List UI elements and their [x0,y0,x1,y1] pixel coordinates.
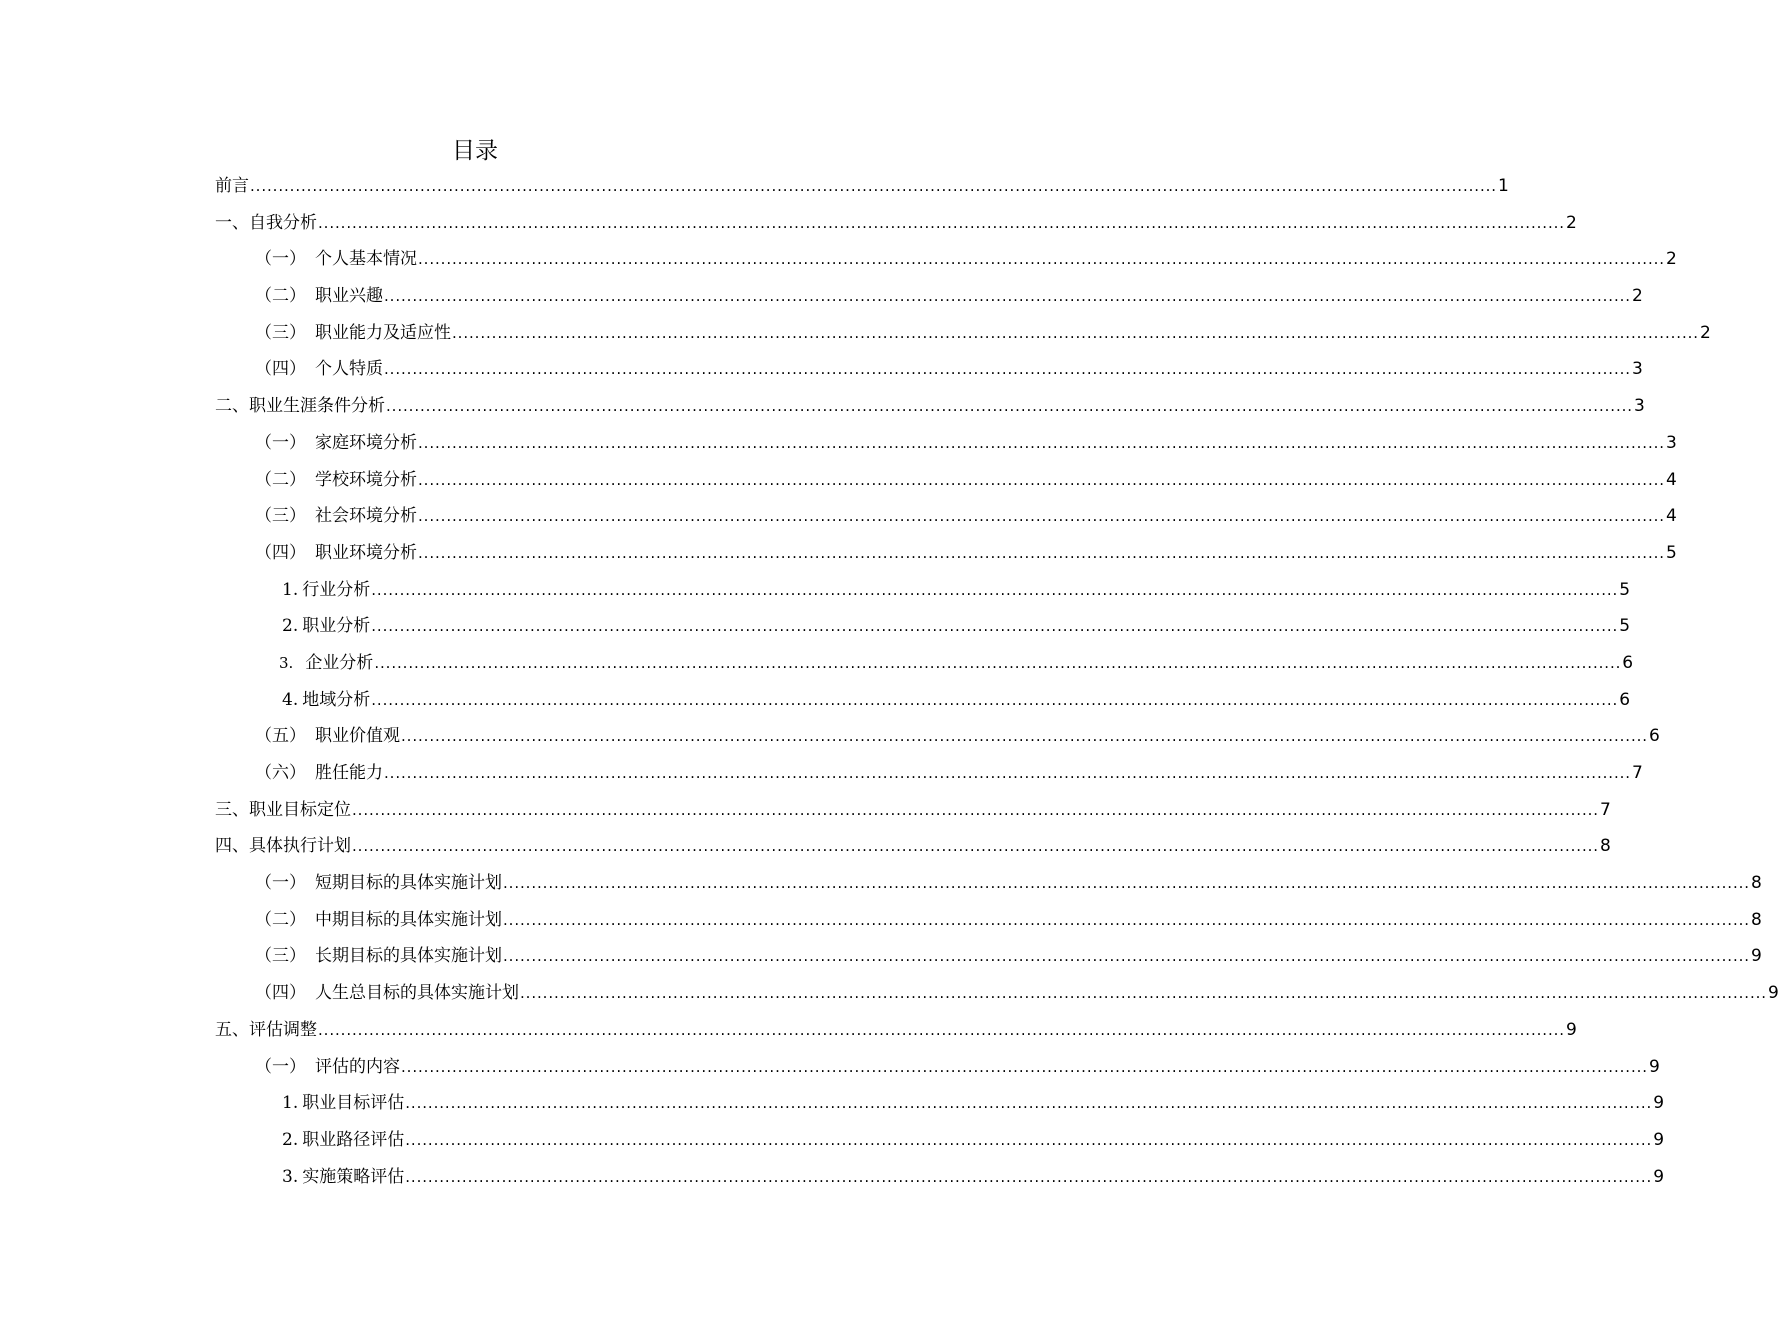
toc-entry-number: 1. [282,579,299,600]
toc-entry[interactable] [215,1085,1665,1122]
toc-entry-number: 3. [279,653,294,672]
toc-entry-number: （一） [255,432,306,453]
toc-entry-page-number: 2 [1631,286,1643,307]
toc-entry-label: 中期目标的具体实施计划 [315,909,502,930]
toc-entry-label: 胜任能力 [315,763,383,783]
toc-entry-label: 前言 [215,176,249,196]
toc-entry-page-number: 9 [1565,1019,1577,1040]
toc-entry-number: （一） [255,1056,306,1077]
toc-entry-page-number: 6 [1619,689,1631,710]
toc-dot-leader: ............................................................................................................................................................................................................................ [250,177,1497,195]
toc-dot-leader: ............................................................................................................................................................................................................................ [452,323,1699,342]
toc-entry[interactable] [215,828,1611,865]
toc-dot-leader: ............................................................................................................................................................................................................................ [374,653,1622,672]
toc-entry-label: 家庭环境分析 [315,432,417,453]
toc-dot-leader: ............................................................................................................................................................................................................................ [418,543,1665,562]
toc-entry-page-number: 2 [1565,212,1577,233]
toc-entry-number: （三） [255,946,306,967]
toc-entry-number: （二） [255,286,306,307]
toc-entry-number: （四） [255,983,306,1004]
toc-entry-page-number: 2 [1699,322,1711,343]
toc-entry-number: （二） [255,909,306,930]
toc-entry[interactable] [215,498,1677,535]
toc-entry-page-number: 9 [1653,1166,1665,1187]
toc-entry-page-number: 8 [1750,873,1762,894]
toc-entry-page-number: 1 [1497,176,1509,196]
toc-entry-page-number: 4 [1665,469,1677,490]
toc-dot-leader: ............................................................................................................................................................................................................................ [401,727,1648,746]
toc-entry-label: 一、自我分析 [215,212,317,233]
toc-entry-page-number: 9 [1653,1093,1665,1114]
toc-dot-leader: ............................................................................................................................................................................................................................ [418,507,1665,526]
toc-entry-label: 个人基本情况 [315,249,417,270]
toc-entry[interactable] [215,462,1677,499]
toc-dot-leader: ............................................................................................................................................................................................................................ [318,1020,1565,1039]
toc-entry[interactable] [215,975,1779,1012]
toc-entry-page-number: 5 [1665,542,1677,563]
toc-entry[interactable] [215,902,1762,939]
toc-entry-number: （四） [255,359,306,380]
toc-entry[interactable] [215,938,1762,975]
toc-entry-label: 人生总目标的具体实施计划 [315,983,519,1004]
toc-entry-page-number: 6 [1622,652,1634,673]
toc-entry-number: （五） [255,726,306,747]
toc-entry-number: （三） [255,506,306,527]
toc-dot-leader: ............................................................................................................................................................................................................................ [352,837,1599,856]
toc-entry-number: （一） [255,873,306,894]
toc-entry-page-number: 8 [1599,836,1611,857]
toc-dot-leader: ............................................................................................................................................................................................................................ [318,213,1565,232]
toc-entry[interactable] [215,241,1677,278]
toc-entry-label: 短期目标的具体实施计划 [315,873,502,894]
toc-dot-leader: ............................................................................................................................................................................................................................ [520,984,1767,1003]
toc-dot-leader: ............................................................................................................................................................................................................................ [503,874,1750,893]
toc-entry-number: （三） [255,322,306,343]
toc-entry-number: （四） [255,542,306,563]
toc-entry-number: （一） [255,249,306,270]
toc-entry-page-number: 7 [1599,799,1611,820]
toc-dot-leader: ............................................................................................................................................................................................................................ [384,764,1631,782]
toc-entry[interactable] [215,388,1645,425]
toc-entry-label: 职业兴趣 [315,286,383,307]
toc-entry[interactable] [215,572,1631,609]
toc-entry-number: 2. [282,1129,299,1150]
toc-entry[interactable] [215,315,1711,352]
toc-entry-page-number: 9 [1767,983,1779,1004]
toc-dot-leader: ............................................................................................................................................................................................................................ [371,580,1619,599]
toc-entry-number: 2. [282,616,299,637]
toc-entry-label: 四、具体执行计划 [215,836,351,857]
toc-entry-number: 4. [282,689,299,710]
toc-entry-page-number: 5 [1619,616,1631,637]
toc-entry-number: 1. [282,1093,299,1114]
toc-entry-page-number: 6 [1648,726,1660,747]
toc-entry-label: 三、职业目标定位 [215,799,351,820]
toc-dot-leader: ............................................................................................................................................................................................................................ [418,250,1665,269]
toc-entry-page-number: 9 [1648,1056,1660,1077]
toc-entry[interactable] [215,608,1631,645]
toc-entry-page-number: 8 [1750,909,1762,930]
toc-entry-page-number: 9 [1750,946,1762,967]
toc-entry-label: 职业分析 [302,616,371,637]
toc-dot-leader: ............................................................................................................................................................................................................................ [384,287,1631,306]
toc-dot-leader: ............................................................................................................................................................................................................................ [418,433,1665,452]
toc-entry[interactable] [215,1049,1660,1086]
toc-entry-page-number: 5 [1619,579,1631,600]
toc-entry[interactable] [215,425,1677,462]
toc-dot-leader: ............................................................................................................................................................................................................................ [386,397,1633,416]
toc-entry-page-number: 3 [1633,396,1645,417]
toc-entry-page-number: 9 [1653,1129,1665,1150]
toc-dot-leader: ............................................................................................................................................................................................................................ [418,470,1665,489]
toc-dot-leader: ............................................................................................................................................................................................................................ [401,1057,1648,1076]
toc-entry[interactable] [215,1159,1665,1196]
toc-entry-label: 长期目标的具体实施计划 [315,946,502,967]
toc-entry-label: 社会环境分析 [315,506,417,527]
toc-entry-label: 评估的内容 [315,1056,400,1077]
toc-dot-leader: ............................................................................................................................................................................................................................ [405,1094,1653,1113]
toc-entry-label: 职业环境分析 [315,542,417,563]
toc-entry-label: 实施策略评估 [302,1166,405,1187]
toc-entry-label: 个人特质 [315,359,383,380]
toc-entry-number: 3. [282,1166,299,1187]
toc-entry[interactable] [215,1122,1665,1159]
toc-entry-label: 学校环境分析 [315,469,417,490]
toc-entry[interactable] [215,755,1643,792]
toc-entry[interactable] [215,865,1762,902]
toc-entry-label: 行业分析 [302,579,371,600]
toc-dot-leader: ............................................................................................................................................................................................................................ [371,617,1619,636]
toc-entry-page-number: 3 [1665,432,1677,453]
toc-entry-number: （六） [255,763,306,783]
toc-entry-page-number: 2 [1665,249,1677,270]
toc-dot-leader: ............................................................................................................................................................................................................................ [405,1130,1653,1149]
toc-entry[interactable] [215,205,1577,242]
toc-entry[interactable] [215,645,1634,682]
toc-dot-leader: ............................................................................................................................................................................................................................ [503,910,1750,929]
toc-entry[interactable] [215,535,1677,572]
toc-entry-label: 职业价值观 [315,726,400,747]
toc-entry-label: 地域分析 [302,689,371,710]
toc-entry-number: （二） [255,469,306,490]
toc-entry-page-number: 7 [1631,763,1643,783]
toc-entry[interactable] [215,278,1643,315]
toc-dot-leader: ............................................................................................................................................................................................................................ [352,800,1599,819]
toc-entry-label: 职业目标评估 [302,1093,405,1114]
toc-entry-label: 职业能力及适应性 [315,322,451,343]
toc-dot-leader: ............................................................................................................................................................................................................................ [503,947,1750,966]
toc-entry-label: 五、评估调整 [215,1019,317,1040]
toc-entry-page-number: 4 [1665,506,1677,527]
toc-list [215,168,1779,1195]
toc-entry[interactable] [215,718,1660,755]
toc-title: 目录 [452,138,498,164]
toc-entry[interactable] [215,682,1631,719]
toc-entry[interactable] [215,351,1643,388]
toc-dot-leader: ............................................................................................................................................................................................................................ [371,690,1619,709]
toc-entry[interactable] [215,1012,1577,1049]
toc-dot-leader: ............................................................................................................................................................................................................................ [384,360,1631,379]
toc-entry[interactable] [215,168,1509,205]
toc-dot-leader: ............................................................................................................................................................................................................................ [405,1167,1653,1186]
toc-entry[interactable] [215,792,1611,829]
toc-entry-page-number: 3 [1631,359,1643,380]
toc-entry-label: 二、职业生涯条件分析 [215,396,385,417]
toc-entry-label: 职业路径评估 [302,1129,405,1150]
toc-entry-label: 企业分析 [305,652,374,673]
